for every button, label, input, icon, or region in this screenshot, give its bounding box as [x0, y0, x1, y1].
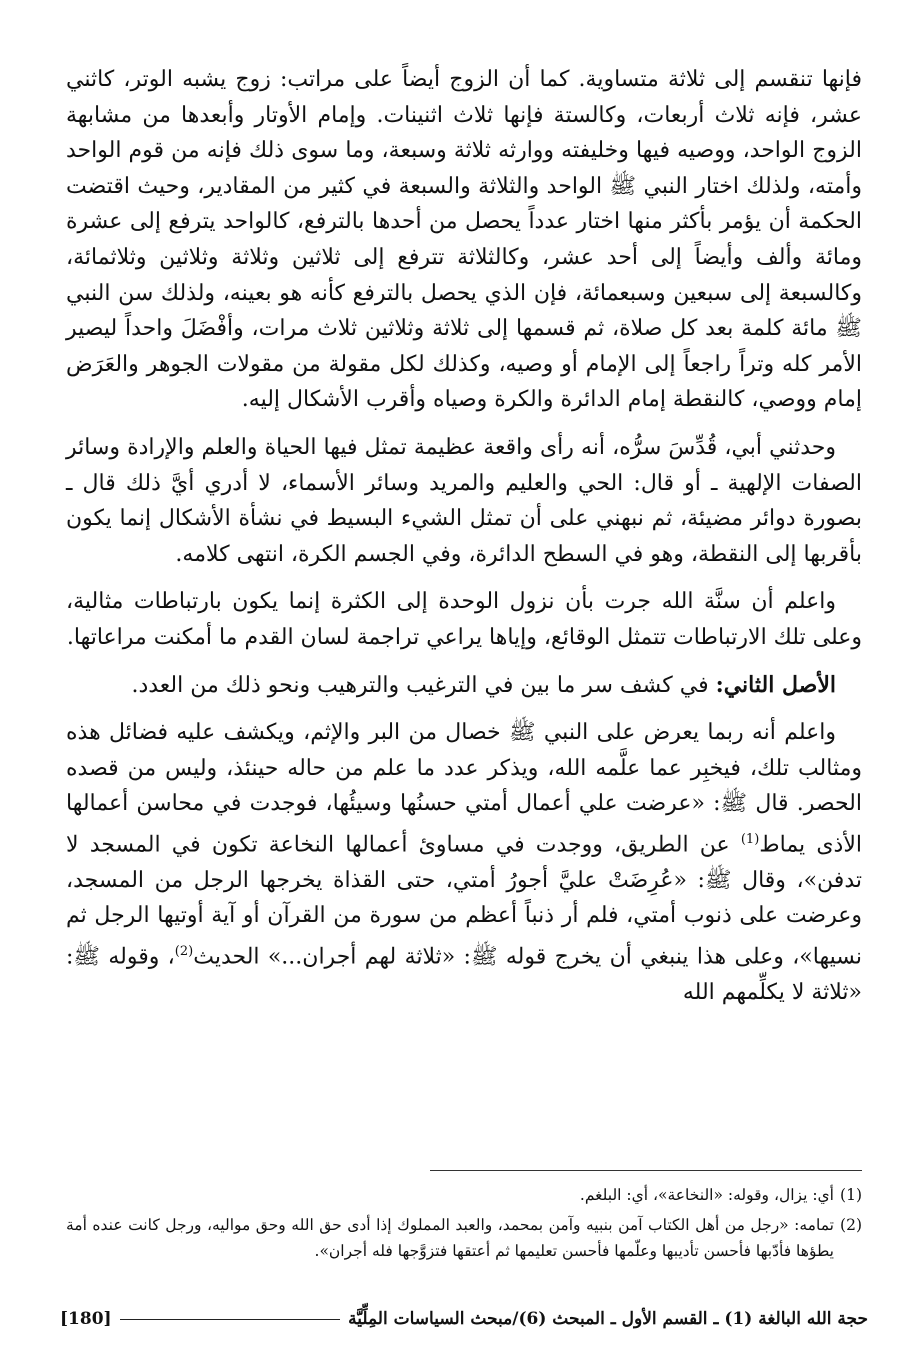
paragraph-5 [66, 715, 862, 1010]
paragraph-4 [66, 668, 862, 704]
running-title: حجة الله البالغة (1) ـ القسم الأول ـ المبحث (6)/مبحث السياسات المِلِّيَّة [348, 1309, 868, 1329]
section-heading: الأصل الثاني: [715, 671, 836, 698]
main-text [66, 62, 862, 1023]
footnote-number: (2) [840, 1216, 862, 1234]
page-number: [180] [60, 1309, 112, 1329]
paragraph-2: وحدثني أبي، قُدِّسَ سرُّه، أنه رأى واقعة عظيمة تمثل فيها الحياة والعلم والإرادة وسائر الصفات الإلهية ـ أو قال: الحي والعليم والمريد وسائر الأسماء، لا أدري أيَّ ذلك قال ـ بصورة دوائر مضيئة، ثم نبهني على أن تمثل الشيء البسيط في نشأة الأشكال إنما يكون بأقربها إلى النقطة، وهو في السطح الدائرة، وفي الجسم الكرة، انتهى كلامه. [66, 434, 862, 567]
paragraph-5-part-c: ، وقوله ﷺ: «ثلاثة لا يكلِّمهم الله [66, 944, 862, 1005]
footnote-number: (1) [840, 1186, 862, 1204]
footnote-1 [66, 1182, 862, 1208]
footnote-ref-2[interactable]: (2) [174, 943, 194, 959]
page-footer [60, 1304, 868, 1334]
paragraph-5-part-a: واعلم أنه ربما يعرض على النبي ﷺ خصال من البر والإثم، ويكشف عليه فضائل هذه ومثالب تلك، فيخبِر عما علَّمه الله، ويذكر عدد ما علم من حاله حينئذ، وليس من قصده الحصر. قال ﷺ: «عرضت علي أعمال أمتي حسنُها وسيئُها، فوجدت في محاسن أعمالها الأذى يماط [66, 720, 863, 858]
section-heading-text: في كشف سر ما بين في الترغيب والترهيب ونحو ذلك من العدد. [131, 672, 716, 698]
footnote-separator [430, 1170, 862, 1171]
footnote-text: تمامه: «رجل من أهل الكتاب آمن بنبيه وآمن بمحمد، والعبد المملوك إذا أدى حق الله وحق مواليه، ورجل كانت عنده أمة يطؤها فأدّبها فأحسن تأديبها وعلّمها فأحسن تعليمها ثم أعتقها فتزوَّجها فله أجران». [66, 1216, 834, 1260]
paragraph-5-part-b: عن الطريق، ووجدت في مساوئ أعمالها النخاعة تكون في المسجد لا تدفن»، وقال ﷺ: «عُرِضَتْ عليَّ أجورُ أمتي، حتى القذاة يخرجها الرجل من المسجد، وعرضت على ذنوب أمتي، فلم أر ذنباً أعظم من سورة من القرآن أو آية أوتيها الرجل ثم نسيها»، وعلى هذا ينبغي أن يخرج قوله ﷺ: «ثلاثة لهم أجران...» الحديث [66, 832, 862, 970]
footnote-text: أي: يزال، وقوله: «النخاعة»، أي: البلغم. [579, 1186, 834, 1204]
footer-rule [120, 1319, 341, 1320]
paragraph-3: واعلم أن سنَّة الله جرت بأن نزول الوحدة إلى الكثرة إنما يكون بارتباطات مثالية، وعلى تلك الارتباطات تتمثل الوقائع، وإياها يراعي تراجمة لسان القدم ما أمكنت مراعاتها. [66, 589, 862, 650]
footnote-ref-1[interactable]: (1) [740, 831, 760, 847]
paragraph-1: فإنها تنقسم إلى ثلاثة متساوية. كما أن الزوج أيضاً على مراتب: زوج يشبه الوتر، كاثني عشر، فإنه ثلاث أربعات، وكالستة فإنها ثلاث اثنينات. وإمام الأوتار وأبعدها من مشابهة الزوج الواحد، ووصيه فيها وخليفته ووارثه ثلاثة وسبعة، وما سوى ذلك فإنه من قوم الواحد وأمته، ولذلك اختار النبي ﷺ الواحد والثلاثة والسبعة في كثير من المقادير، وحيث اقتضت الحكمة أن يؤمر بأكثر منها اختار عدداً يحصل من أحدها بالترفع، كالواحد يترفع إلى عشرة ومائة وألف وأيضاً إلى أحد عشر، وكالثلاثة تترفع إلى ثلاثين وثلاثة وثلاثين وثلاثمائة، وكالسبعة إلى سبعين وسبعمائة، فإن الذي يحصل بالترفع كأنه هو بعينه، ولذلك سن النبي ﷺ مائة كلمة بعد كل صلاة، ثم قسمها إلى ثلاثة وثلاثين ثلاث مرات، وأفْضَلَ واحداً ليصير الأمر كله وتراً راجعاً إلى الإمام أو وصيه، وكذلك لكل مقولة من مقولات الجوهر والعَرَض إمام ووصي، كالنقطة إمام الدائرة والكرة وصياه وأقرب الأشكال إليه. [66, 67, 862, 413]
footnotes [66, 1182, 862, 1268]
footnote-2 [66, 1212, 862, 1264]
